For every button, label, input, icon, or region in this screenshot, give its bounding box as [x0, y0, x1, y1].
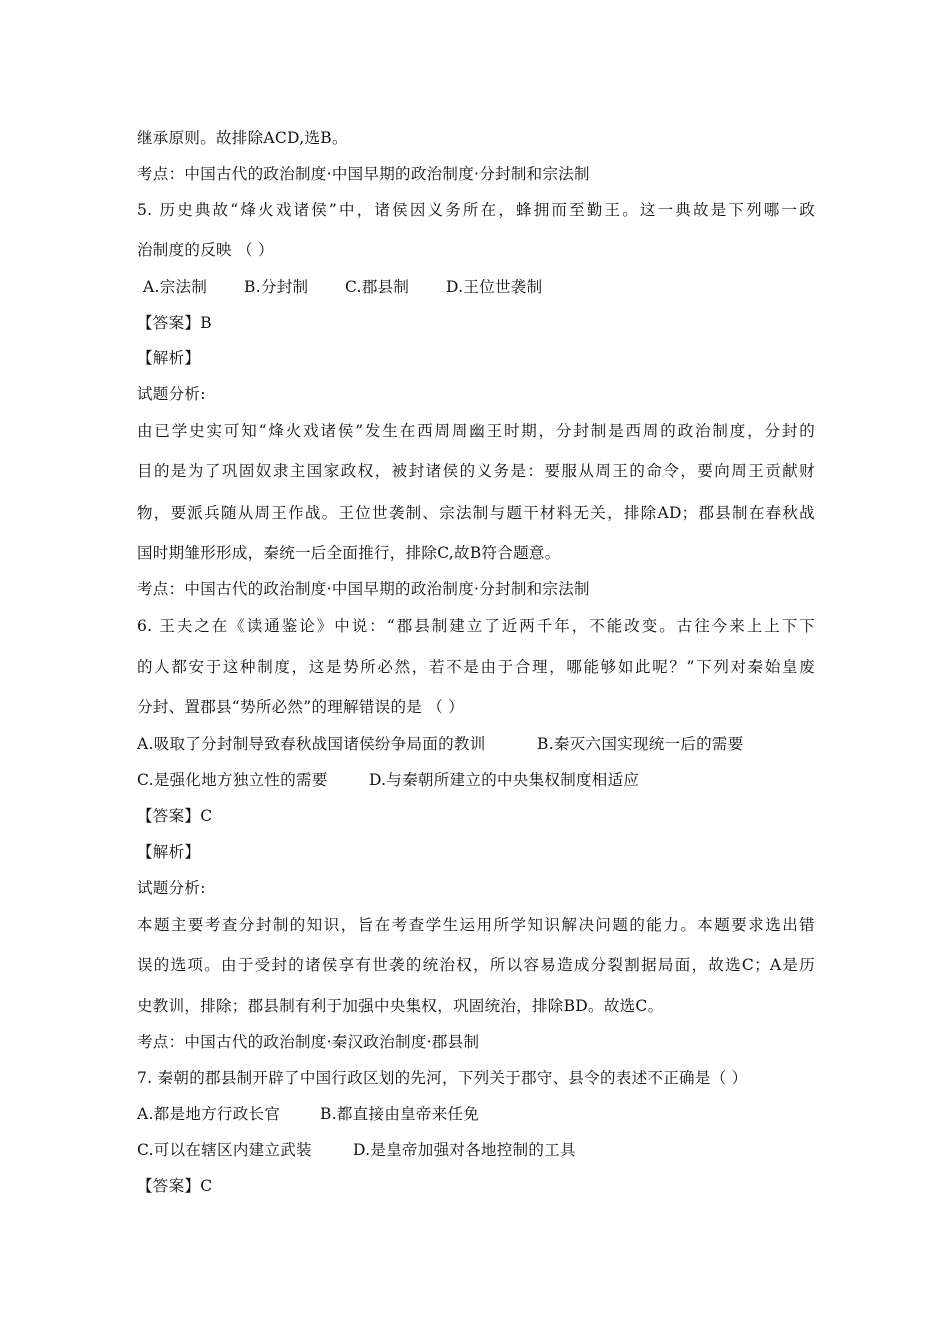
answer-label: 【答案】C — [137, 1177, 213, 1195]
analysis-heading: 试题分析: — [137, 879, 206, 897]
option-a: A.宗法制 — [143, 278, 208, 296]
option-d: D.王位世袭制 — [446, 278, 543, 296]
analysis-label: 【解析】 — [137, 843, 201, 861]
text-line: 继承原则。故排除ACD,选B。 — [137, 129, 348, 147]
question-5-options — [143, 277, 542, 297]
answer-label: 【答案】B — [137, 314, 212, 332]
kaodian-line: 考点：中国古代的政治制度·秦汉政治制度·郡县制 — [137, 1033, 480, 1051]
question-6-text-cont: 的人都安于这种制度，这是势所必然，若不是由于合理，哪能够如此呢？”下列对秦始皇废 — [137, 658, 815, 676]
option-b: B.分封制 — [244, 278, 309, 296]
question-6-options — [137, 734, 744, 754]
question-6-text: 6. 王夫之在《读通鉴论》中说：“郡县制建立了近两千年，不能改变。古往今来上上下下 — [137, 617, 815, 635]
option-b: B.都直接由皇帝来任免 — [320, 1105, 480, 1123]
option-a: A.都是地方行政长官 — [137, 1105, 281, 1123]
option-b: B.秦灭六国实现统一后的需要 — [537, 735, 744, 753]
analysis-text: 本题主要考查分封制的知识，旨在考查学生运用所学知识解决问题的能力。本题要求选出错 — [137, 916, 815, 934]
question-5-text-cont: 治制度的反映 （ ） — [137, 241, 274, 259]
option-d: D.是皇帝加强对各地控制的工具 — [353, 1141, 576, 1159]
kaodian-line: 考点：中国古代的政治制度·中国早期的政治制度·分封制和宗法制 — [137, 580, 590, 598]
analysis-text: 由已学史实可知“烽火戏诸侯”发生在西周周幽王时期，分封制是西周的政治制度，分封的 — [137, 422, 815, 440]
option-c: C.可以在辖区内建立武装 — [137, 1141, 312, 1159]
option-d: D.与秦朝所建立的中央集权制度相适应 — [369, 771, 640, 789]
analysis-text: 物，要派兵随从周王作战。王位世袭制、宗法制与题干材料无关，排除AD；郡县制在春秋战 — [137, 504, 815, 522]
question-7-text: 7. 秦朝的郡县制开辟了中国行政区划的先河，下列关于郡守、县令的表述不正确是（ ） — [137, 1069, 748, 1087]
analysis-label: 【解析】 — [137, 349, 201, 367]
option-c: C.是强化地方独立性的需要 — [137, 771, 328, 789]
option-a: A.吸取了分封制导致春秋战国诸侯纷争局面的教训 — [137, 735, 486, 753]
analysis-text: 目的是为了巩固奴隶主国家政权，被封诸侯的义务是：要服从周王的命令，要向周王贡献财 — [137, 462, 815, 480]
question-7-options — [137, 1104, 479, 1124]
answer-label: 【答案】C — [137, 807, 213, 825]
analysis-text: 误的选项。由于受封的诸侯享有世袭的统治权，所以容易造成分裂割据局面，故选C；A是历 — [137, 956, 815, 974]
analysis-text: 史教训，排除；郡县制有利于加强中央集权，巩固统治，排除BD。故选C。 — [137, 997, 664, 1015]
kaodian-line: 考点：中国古代的政治制度·中国早期的政治制度·分封制和宗法制 — [137, 165, 590, 183]
analysis-text: 国时期雏形形成，秦统一后全面推行，排除C,故B符合题意。 — [137, 544, 561, 562]
question-6-text-cont: 分封、置郡县“势所必然”的理解错误的是 （ ） — [137, 698, 465, 716]
option-c: C.郡县制 — [345, 278, 410, 296]
question-6-options — [137, 770, 639, 790]
question-5-text: 5. 历史典故“烽火戏诸侯”中，诸侯因义务所在，蜂拥而至勤王。这一典故是下列哪一政 — [137, 201, 815, 219]
question-7-options — [137, 1140, 576, 1160]
analysis-heading: 试题分析: — [137, 385, 206, 403]
